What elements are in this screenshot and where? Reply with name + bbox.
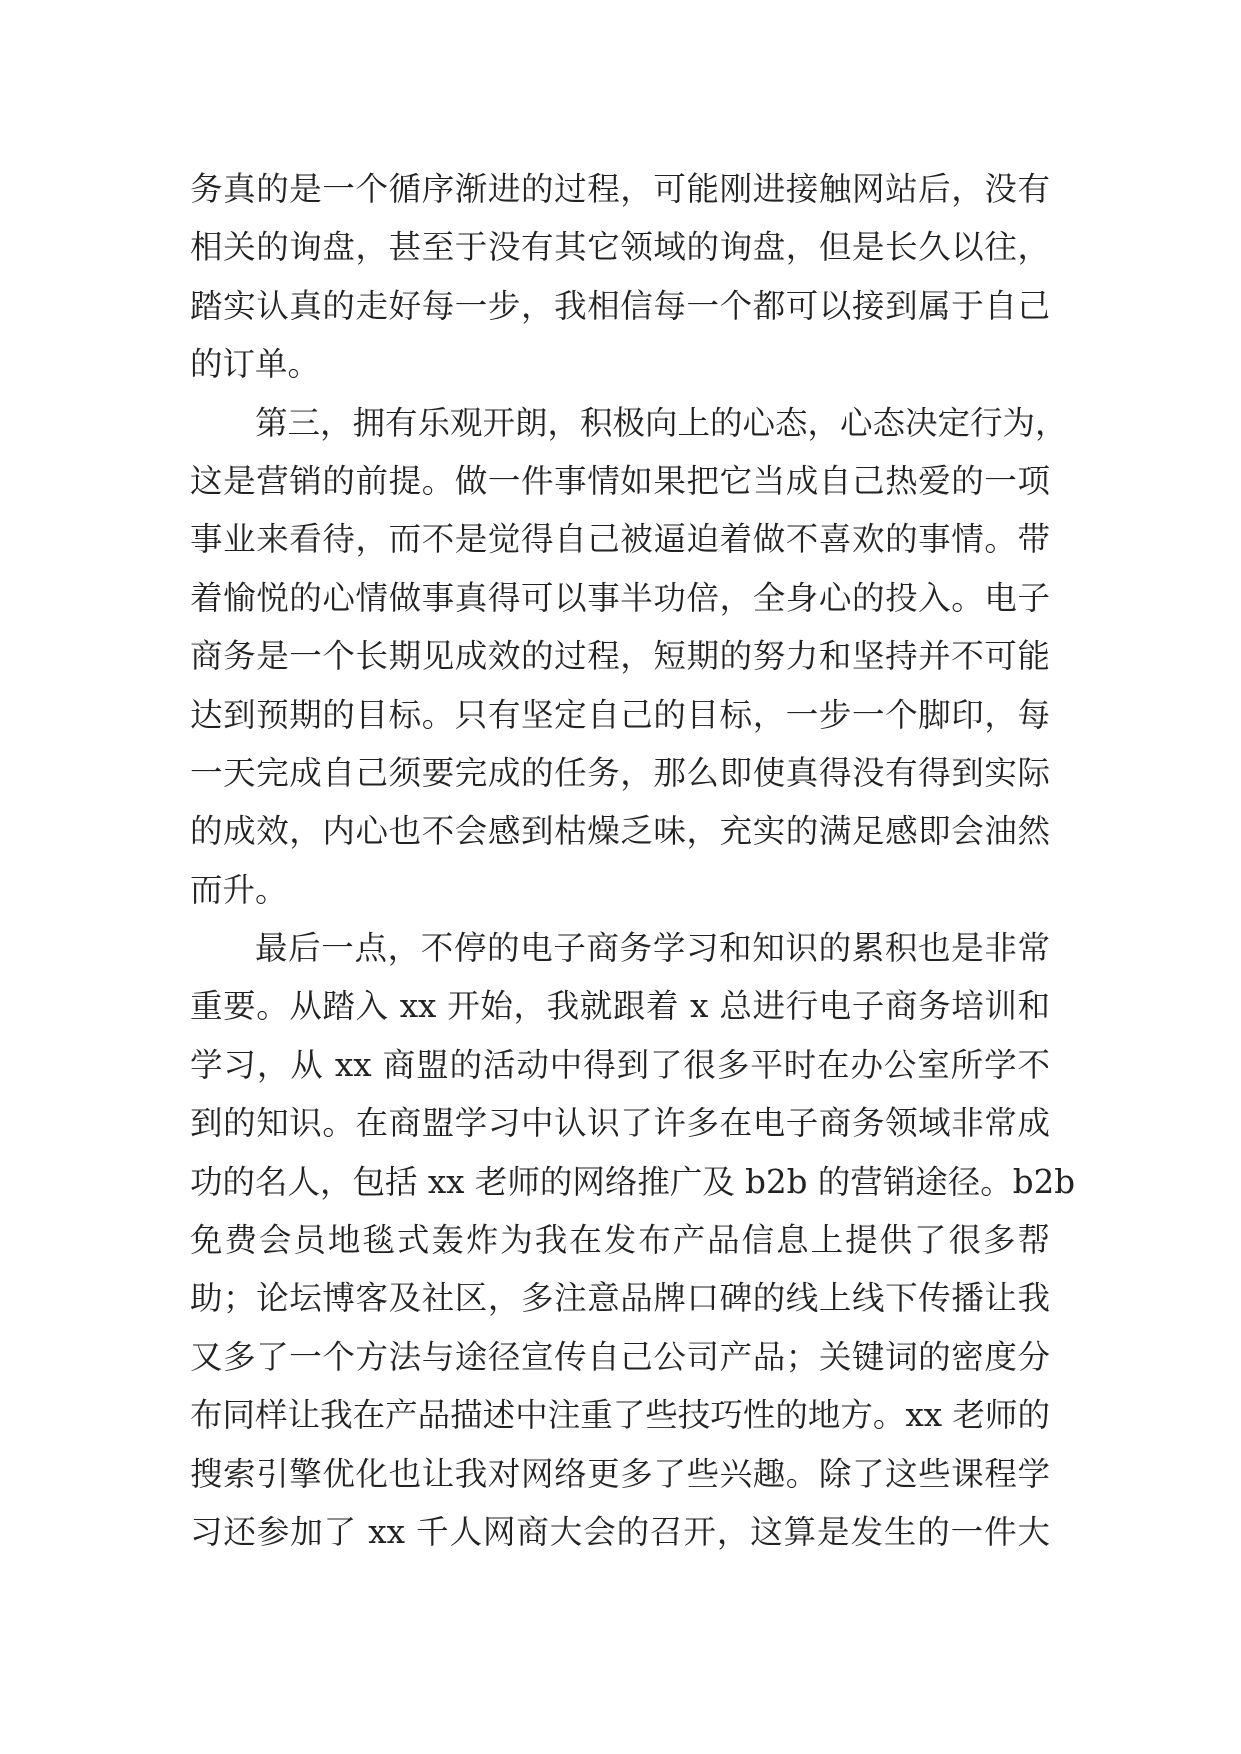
text-line: 功的名人，包括 xx 老师的网络推广及 b2b 的营销途径。b2b xyxy=(190,1162,1076,1201)
text-line: 搜索引擎优化也让我对网络更多了些兴趣。除了这些课程学 xyxy=(190,1454,1050,1493)
text-line: 布同样让我在产品描述中注重了些技巧性的地方。xx 老师的 xyxy=(190,1396,1050,1435)
text-line: 习还参加了 xx 千人网商大会的召开，这算是发生的一件大 xyxy=(190,1512,1050,1551)
text-line: 免费会员地毯式轰炸为我在发布产品信息上提供了很多帮 xyxy=(190,1221,1050,1260)
text-line: 而升。 xyxy=(190,870,288,909)
text-line: 学习，从 xx 商盟的活动中得到了很多平时在办公室所学不 xyxy=(190,1045,1050,1084)
text-line: 最后一点，不停的电子商务学习和知识的累积也是非常 xyxy=(255,929,1050,968)
paragraph-third-point xyxy=(190,394,1068,920)
text-line: 一天完成自己须要完成的任务，那么即使真得没有得到实际 xyxy=(190,753,1050,792)
paragraph-continuation xyxy=(190,160,1050,394)
text-line: 的成效，内心也不会感到枯燥乏味，充实的满足感即会油然 xyxy=(190,812,1050,851)
text-line: 商务是一个长期见成效的过程，短期的努力和坚持并不可能 xyxy=(190,637,1050,676)
text-line: 务真的是一个循序渐进的过程，可能刚进接触网站后，没有 xyxy=(190,170,1050,208)
text-line: 重要。从踏入 xx 开始，我就跟着 x 总进行电子商务培训和 xyxy=(190,987,1050,1026)
text-line: 到的知识。在商盟学习中认识了许多在电子商务领域非常成 xyxy=(190,1104,1050,1143)
text-line: 踏实认真的走好每一步，我相信每一个都可以接到属于自己 xyxy=(190,286,1050,325)
paragraph-last-point xyxy=(190,919,1076,1561)
text-line: 着愉悦的心情做事真得可以事半功倍，全身心的投入。电子 xyxy=(190,578,1050,617)
text-line: 相关的询盘，甚至于没有其它领域的询盘，但是长久以往， xyxy=(190,228,1050,267)
text-line: 的订单。 xyxy=(190,345,321,384)
text-line: 助；论坛博客及社区，多注意品牌口碑的线上线下传播让我 xyxy=(190,1279,1050,1318)
text-line: 第三，拥有乐观开朗，积极向上的心态，心态决定行为， xyxy=(255,403,1068,442)
text-line: 又多了一个方法与途径宣传自己公司产品；关键词的密度分 xyxy=(190,1337,1050,1376)
text-line: 事业来看待，而不是觉得自己被逼迫着做不喜欢的事情。带 xyxy=(190,520,1050,559)
text-line: 这是营销的前提。做一件事情如果把它当成自己热爱的一项 xyxy=(190,461,1050,500)
body-text xyxy=(190,160,1076,1561)
text-line: 达到预期的目标。只有坚定自己的目标，一步一个脚印，每 xyxy=(190,695,1050,734)
